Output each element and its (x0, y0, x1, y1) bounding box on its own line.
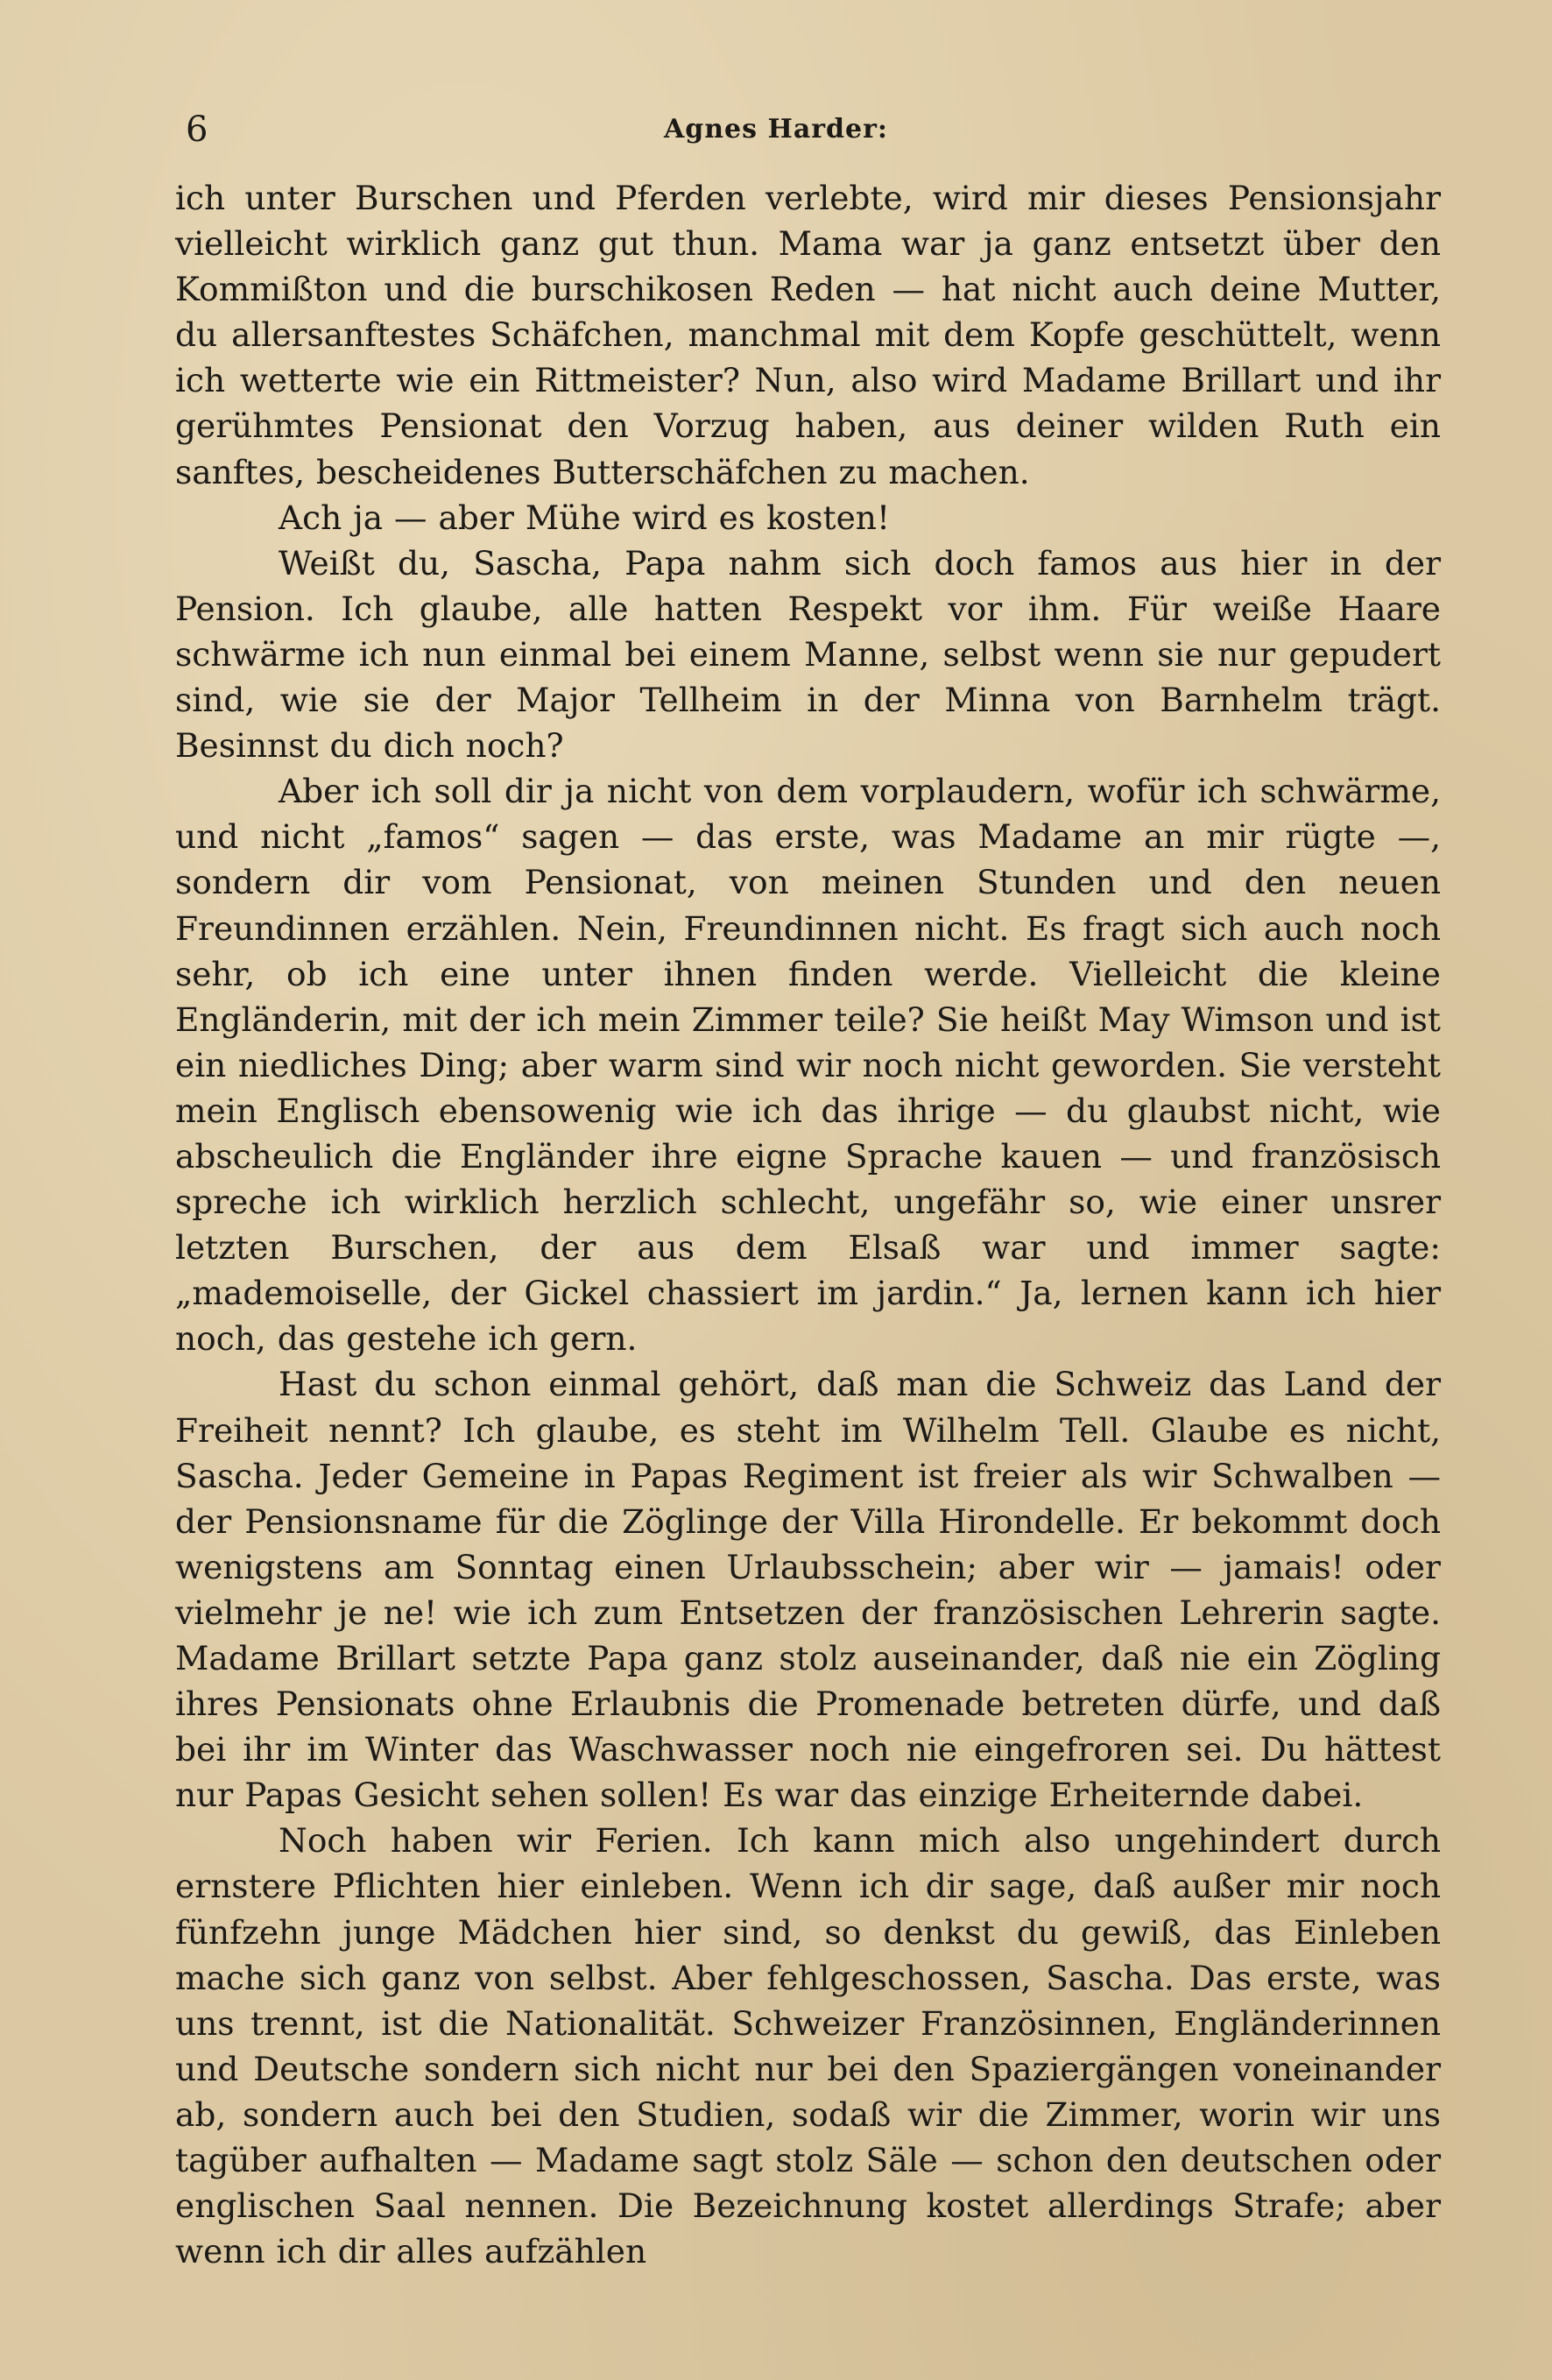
body-text (175, 175, 1441, 2274)
running-head: Agnes Harder: (663, 114, 889, 145)
paragraph: Noch haben wir Ferien. Ich kann mich also ungehindert durch ernstere Pflichten hier einleben. Wenn ich dir sage, daß außer mir noch fünfzehn junge Mädchen hier sind, so denkst du gewiß, das Einleben mache sich ganz von selbst. Aber fehlgeschossen, Sascha. Das erste, was uns trennt, ist die Nationalität. Schweizer Französinnen, Engländerinnen und Deutsche sondern sich nicht nur bei den Spaziergängen voneinander ab, sondern auch bei den Studien, sodaß wir die Zimmer, worin wir uns tagüber aufhalten — Madame sagt stolz Säle — schon den deutschen oder englischen Saal nennen. Die Bezeichnung kostet allerdings Strafe; aber wenn ich dir alles aufzählen (175, 1821, 1441, 2271)
paragraph: Hast du schon einmal gehört, daß man die Schweiz das Land der Freiheit nennt? Ich glaube, es steht im Wilhelm Tell. Glaube es nicht, Sascha. Jeder Gemeine in Papas Regiment ist freier als wir Schwalben — der Pensionsname für die Zöglinge der Villa Hirondelle. Er bekommt doch wenigstens am Sonntag einen Urlaubsschein; aber wir — jamais! oder vielmehr je ne! wie ich zum Entsetzen der französischen Lehrerin sagte. Madame Brillart setzte Papa ganz stolz auseinander, daß nie ein Zögling ihres Pensionats ohne Erlaubnis die Promenade betreten dürfe, und daß bei ihr im Winter das Waschwasser noch nie eingefroren sei. Du hättest nur Papas Gesicht sehen sollen! Es war das einzige Erheiternde dabei. (175, 1365, 1441, 1815)
paragraph: Weißt du, Sascha, Papa nahm sich doch famos aus hier in der Pension. Ich glaube, alle hatten Respekt vor ihm. Für weiße Haare schwärme ich nun einmal bei einem Manne, selbst wenn sie nur gepudert sind, wie sie der Major Tellheim in der Minna von Barnhelm trägt. Besinnst du dich noch? (175, 543, 1441, 766)
paragraph-continued: ich unter Burschen und Pferden verlebte, wird mir dieses Pensionsjahr vielleicht wirklich ganz gut thun. Mama war ja ganz entsetzt über den Kommißton und die burschikosen Reden — hat nicht auch deine Mutter, du allersanftestes Schäfchen, manchmal mit dem Kopfe geschüttelt, wenn ich wetterte wie ein Rittmeister? Nun, also wird Madame Brillart und ihr gerühmtes Pensionat den Vorzug haben, aus deiner wilden Ruth ein sanftes, bescheidenes Butterschäfchen zu machen. (175, 179, 1441, 491)
paragraph: Aber ich soll dir ja nicht von dem vorplaudern, wofür ich schwärme, und nicht „famos“ sagen — das erste, was Madame an mir rügte —, sondern dir vom Pensionat, von meinen Stunden und den neuen Freundinnen erzählen. Nein, Freundinnen nicht. Es fragt sich auch noch sehr, ob ich eine unter ihnen finden werde. Vielleicht die kleine Engländerin, mit der ich mein Zimmer teile? Sie heißt May Wimson und ist ein niedliches Ding; aber warm sind wir noch nicht geworden. Sie versteht mein Englisch ebensowenig wie ich das ihrige — du glaubst nicht, wie abscheulich die Engländer ihre eigne Sprache kauen — und französisch spreche ich wirklich herzlich schlecht, ungefähr so, wie einer unsrer letzten Burschen, der aus dem Elsaß war und immer sagte: „mademoiselle, der Gickel chassiert im jardin.“ Ja, lernen kann ich hier noch, das gestehe ich gern. (175, 772, 1441, 1359)
page-number: 6 (186, 109, 208, 150)
paragraph: Ach ja — aber Mühe wird es kosten! (279, 498, 891, 537)
